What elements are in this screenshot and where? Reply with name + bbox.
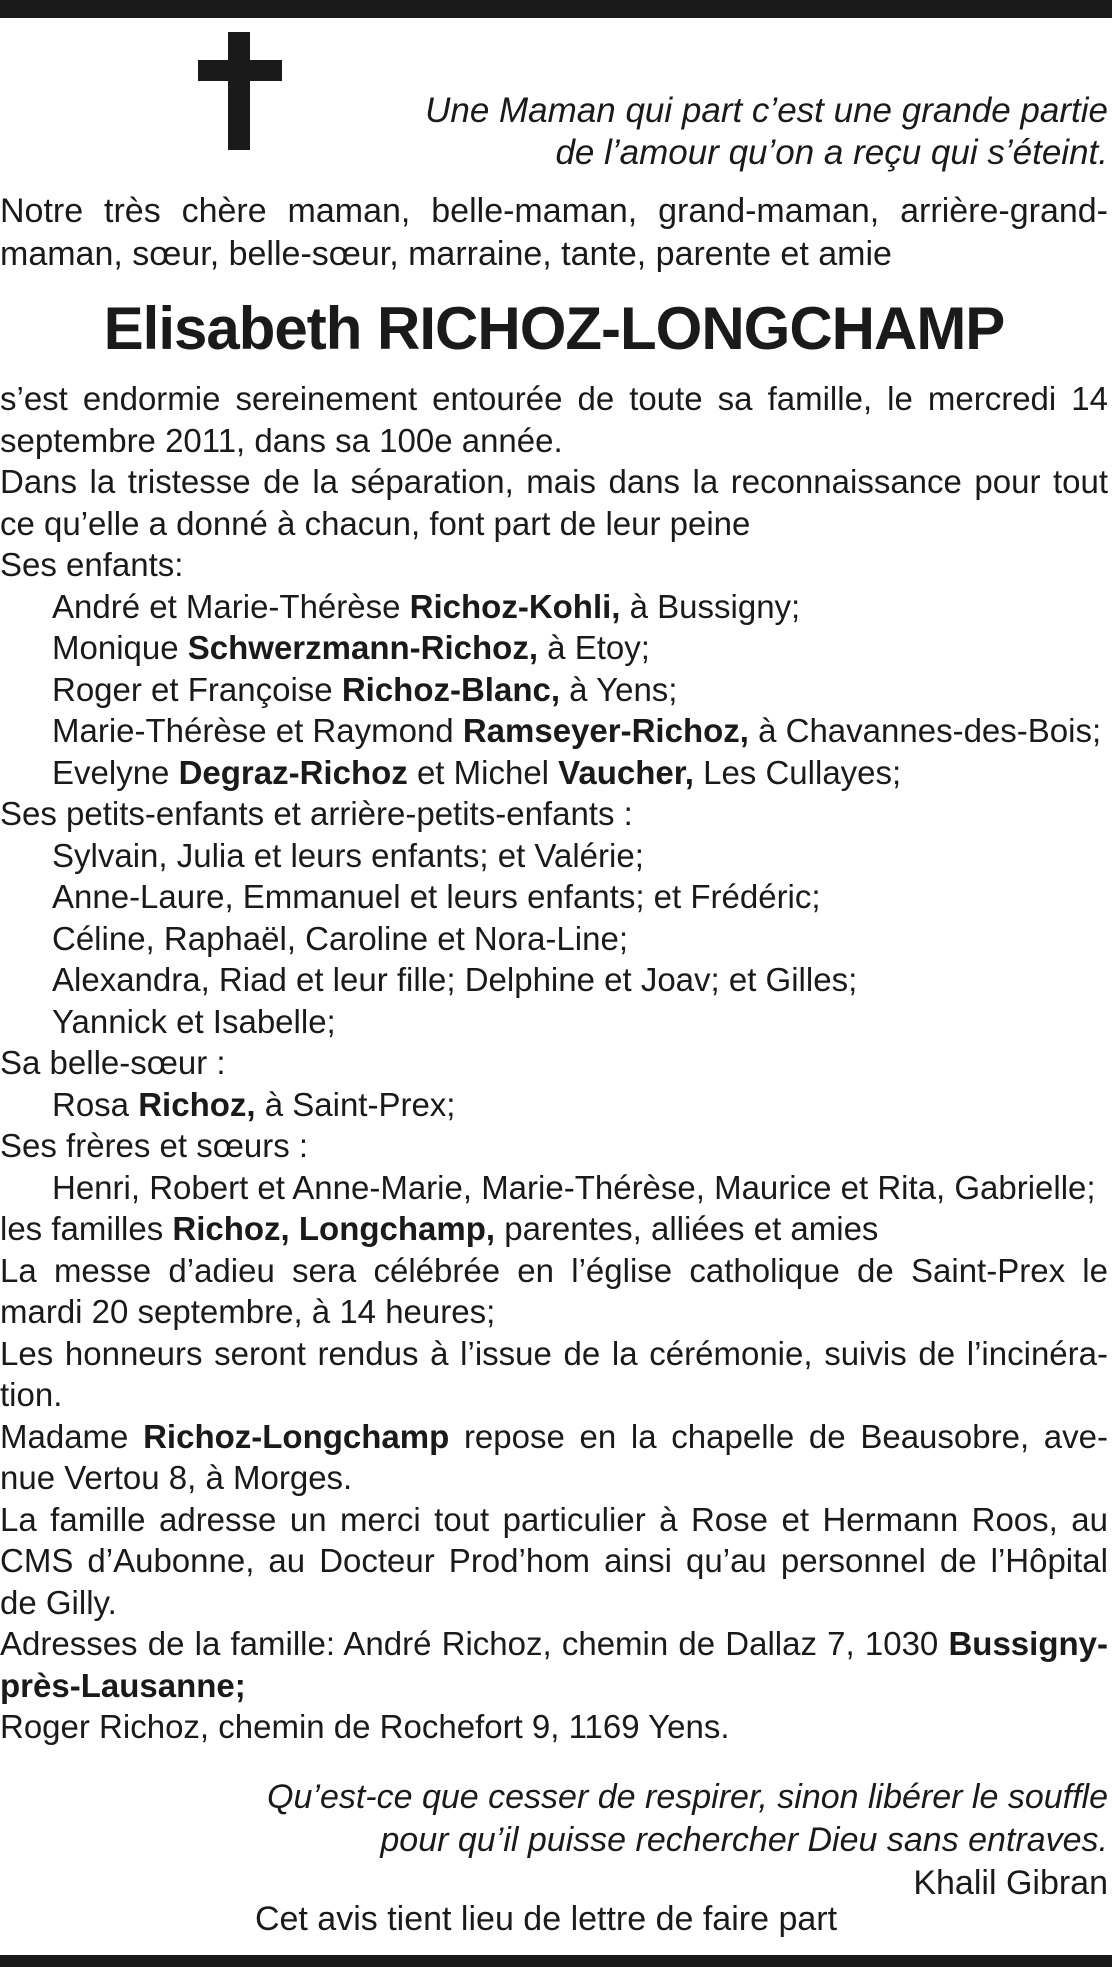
- child-line: André et Marie-Thérèse Richoz-Kohli, à Bussigny;: [52, 587, 801, 625]
- grandchildren-heading: Ses petits-enfants et arrière-petits-enfants :: [0, 795, 633, 832]
- bottom-rule: [0, 1955, 1112, 1967]
- grandchild-line: Yannick et Isabelle;: [52, 1002, 336, 1040]
- epigraph-line: Une Maman qui part c’est une grande partie: [425, 91, 1108, 130]
- grandchild-line: Alexandra, Riad et leur fille; Delphine et Joav; et Gilles;: [52, 961, 858, 998]
- honours-text: Les honneurs seront rendus à l’issue de la cérémonie, suivis de l’incinéra-tion.: [0, 1334, 1108, 1413]
- mass-text: La messe d’adieu sera célébrée en l’église catholique de Saint-Prex le mardi 20 septembre, à 14 heures;: [0, 1251, 1108, 1330]
- announcement-text: s’est endormie sereinement entourée de toute sa famille, le mercredi 14 septembre 2011, dans sa 100e année.: [0, 380, 1108, 459]
- grandchild-line: Céline, Raphaël, Caroline et Nora-Line;: [52, 919, 628, 957]
- intro-text: Notre très chère maman, belle-maman, grand-maman, arrière-grand-maman, sœur, belle-sœur, marraine, tante, parente et amie: [0, 192, 1108, 273]
- sorrow-text: Dans la tristesse de la séparation, mais dans la reconnaissance pour tout ce qu’elle a donné à chacun, font part de leur peine: [0, 463, 1108, 542]
- quote-author: Khalil Gibran: [913, 1864, 1108, 1902]
- child-line: Roger et Françoise Richoz-Blanc, à Yens;: [52, 670, 678, 708]
- closing-quote: [267, 1776, 1108, 1905]
- top-rule: [0, 0, 1112, 18]
- families-line: les familles Richoz, Longchamp, parentes, alliées et amies: [0, 1210, 879, 1247]
- cross-icon: [198, 32, 282, 150]
- repose-text: Madame Richoz-Longchamp repose en la chapelle de Beausobre, ave-nue Vertou 8, à Morges.: [0, 1417, 1109, 1496]
- children-heading: Ses enfants:: [0, 546, 184, 583]
- sister-in-law-line: Rosa Richoz, à Saint-Prex;: [52, 1085, 456, 1123]
- sister-in-law-heading: Sa belle-sœur :: [0, 1044, 226, 1081]
- thanks-text: La famille adresse un merci tout particulier à Rose et Hermann Roos, au CMS d’Aubonne, au Docteur Prod’hom ainsi qu’au personnel de l’Hôpital de Gilly.: [0, 1500, 1108, 1621]
- epigraph: [425, 90, 1108, 174]
- grandchild-line: Anne-Laure, Emmanuel et leurs enfants; et Frédéric;: [52, 878, 821, 915]
- child-line: Marie-Thérèse et Raymond Ramseyer-Richoz, à Chavannes-des-Bois;: [52, 712, 1102, 749]
- siblings-line: Henri, Robert et Anne-Marie, Marie-Thérèse, Maurice et Rita, Gabrielle;: [52, 1168, 1096, 1206]
- siblings-heading: Ses frères et sœurs :: [0, 1127, 309, 1164]
- grandchild-line: Sylvain, Julia et leurs enfants; et Valérie;: [52, 836, 644, 874]
- epigraph-line: de l’amour qu’on a reçu qui s’éteint.: [555, 133, 1108, 172]
- family-address-2: Roger Richoz, chemin de Rochefort 9, 1169 Yens.: [0, 1708, 730, 1745]
- child-line: Monique Schwerzmann-Richoz, à Etoy;: [52, 629, 650, 666]
- quote-line: pour qu’il puisse rechercher Dieu sans entraves.: [380, 1821, 1108, 1859]
- quote-line: Qu’est-ce que cesser de respirer, sinon libérer le souffle: [267, 1778, 1108, 1816]
- deceased-name: Elisabeth RICHOZ-LONGCHAMP: [103, 295, 1005, 362]
- footer-note: Cet avis tient lieu de lettre de faire part: [254, 1900, 838, 1938]
- family-address-1: Adresses de la famille: André Richoz, chemin de Dallaz 7, 1030 Bussigny-près-Lausanne;: [0, 1625, 1108, 1704]
- child-line: Evelyne Degraz-Richoz et Michel Vaucher, Les Cullayes;: [52, 753, 902, 791]
- announcement-body: [0, 378, 1108, 1748]
